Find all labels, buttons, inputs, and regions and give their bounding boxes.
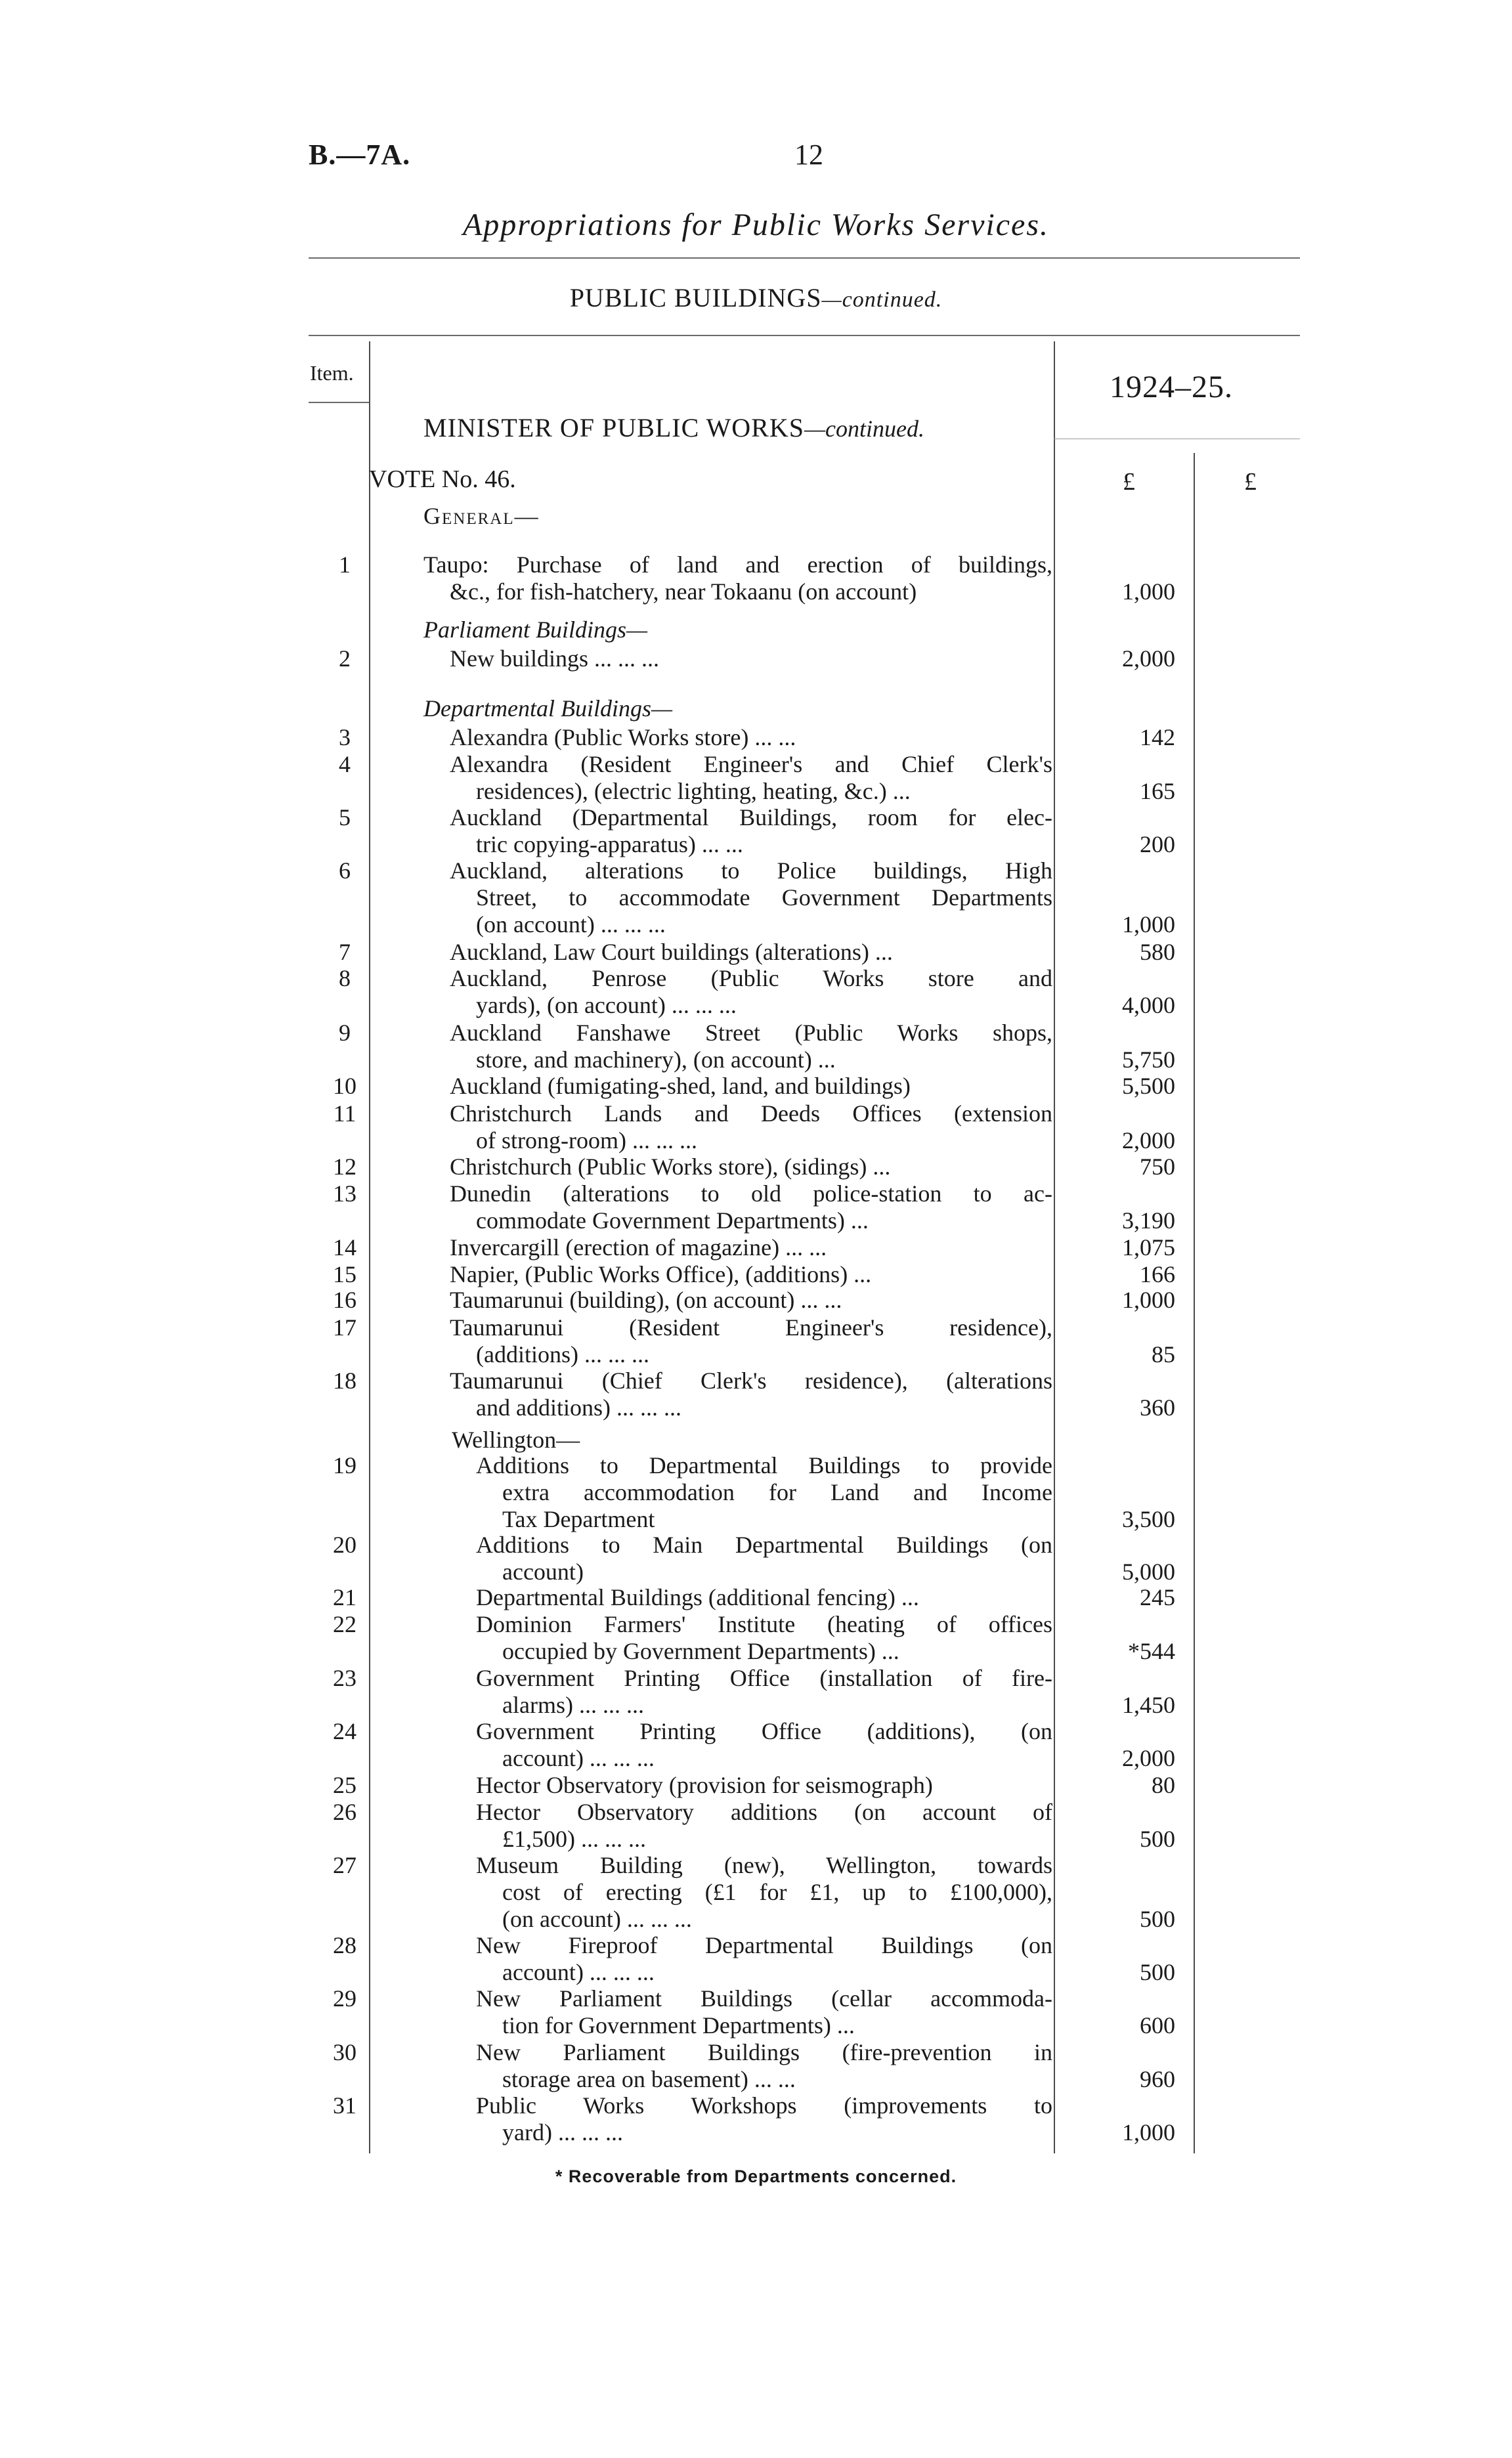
description-line: occupied by Government Departments) ... <box>502 1638 899 1664</box>
year-column-header: 1924–25. <box>1110 370 1233 404</box>
description-line: extra accommodation for Land and Income <box>502 1479 1052 1505</box>
item-amount: 80 <box>1152 1772 1175 1798</box>
item-amount: 500 <box>1140 1826 1175 1852</box>
description-line: Auckland, alterations to Police buildings, High <box>450 857 1052 884</box>
description-line: account) ... ... ... <box>502 1959 655 1985</box>
description-line: Hector Observatory (provision for seismograph) <box>476 1772 933 1798</box>
description-line: storage area on basement) ... ... <box>502 2066 796 2092</box>
description-line: residences), (electric lighting, heating, &c.) ... <box>476 778 911 804</box>
description-line: Auckland (fumigating-shed, land, and buildings) <box>450 1073 911 1099</box>
description-line: Government Printing Office (installation of fire- <box>476 1665 1052 1691</box>
item-amount: 500 <box>1140 1959 1175 1985</box>
description-line: Taumarunui (building), (on account) ... ... <box>450 1287 842 1313</box>
description-line: Napier, (Public Works Office), (additions) ... <box>450 1261 872 1287</box>
document-reference: B.—7A. <box>309 139 411 171</box>
item-amount: 360 <box>1140 1394 1175 1421</box>
description-line: Christchurch Lands and Deeds Offices (extension <box>450 1100 1052 1127</box>
total-column-rule <box>1194 453 1195 2153</box>
description-line: (on account) ... ... ... <box>502 1906 692 1932</box>
amount-column-rule <box>1054 341 1055 2153</box>
description-line: Tax Department <box>502 1506 655 1532</box>
description-line: Alexandra (Public Works store) ... ... <box>450 724 796 750</box>
item-amount: 5,750 <box>1122 1046 1175 1073</box>
description-line: Street, to accommodate Government Departments <box>476 884 1052 911</box>
description-line: Additions to Departmental Buildings to provide <box>476 1452 1052 1478</box>
item-amount: 600 <box>1140 2012 1175 2038</box>
description-line: New Parliament Buildings (cellar accommoda- <box>476 1985 1052 2012</box>
item-description <box>476 2039 1052 2093</box>
item-number: 23 <box>333 1665 356 1691</box>
item-description <box>450 645 1052 672</box>
item-description <box>476 1772 1052 1799</box>
item-amount: 1,000 <box>1122 2119 1175 2145</box>
item-description <box>476 2092 1052 2146</box>
item-description <box>476 1718 1052 1772</box>
item-description <box>450 939 1052 966</box>
minister-suffix: —continued. <box>804 416 924 442</box>
item-number: 26 <box>333 1799 356 1825</box>
item-number: 28 <box>333 1932 356 1958</box>
item-description <box>450 724 1052 751</box>
item-amount: 5,500 <box>1122 1073 1175 1099</box>
description-line: New buildings ... ... ... <box>450 645 659 672</box>
description-line: Hector Observatory additions (on account of <box>476 1799 1052 1825</box>
minister-name: MINISTER OF PUBLIC WORKS <box>423 413 804 442</box>
item-description <box>476 1452 1052 1533</box>
description-line: Taumarunui (Chief Clerk's residence), (alterations <box>450 1368 1052 1394</box>
footnote: * Recoverable from Departments concerned. <box>555 2167 957 2186</box>
item-description <box>450 857 1052 938</box>
item-description <box>476 1852 1052 1933</box>
item-number: 9 <box>339 1020 351 1046</box>
item-description <box>476 1584 1052 1611</box>
section-suffix: —continued. <box>821 288 943 312</box>
section-parliament-buildings: Parliament Buildings— <box>423 616 647 643</box>
item-description <box>450 1154 1052 1180</box>
description-line: Alexandra (Resident Engineer's and Chief Clerk's <box>450 751 1052 777</box>
description-line: Auckland (Departmental Buildings, room for elec- <box>450 804 1052 830</box>
item-amount: 500 <box>1140 1906 1175 1932</box>
description-line: Auckland Fanshawe Street (Public Works shops, <box>450 1020 1052 1046</box>
item-amount: 580 <box>1140 939 1175 965</box>
item-number: 13 <box>333 1180 356 1207</box>
item-column-header: Item. <box>310 361 354 385</box>
description-line: tric copying-apparatus) ... ... <box>476 831 743 857</box>
item-amount: 5,000 <box>1122 1559 1175 1585</box>
item-number: 17 <box>333 1314 356 1341</box>
item-amount: 165 <box>1140 778 1175 804</box>
section-general: General— <box>423 503 540 529</box>
item-amount: 166 <box>1140 1261 1175 1287</box>
item-amount: 1,450 <box>1122 1692 1175 1718</box>
description-line: Museum Building (new), Wellington, towards <box>476 1852 1052 1878</box>
item-amount: 2,000 <box>1122 1745 1175 1771</box>
description-line: alarms) ... ... ... <box>502 1692 644 1718</box>
vote-number: VOTE No. 46. <box>369 465 516 493</box>
item-description <box>476 1611 1052 1665</box>
item-number: 30 <box>333 2039 356 2065</box>
item-description <box>450 1314 1052 1368</box>
item-number: 27 <box>333 1852 356 1878</box>
section-wellington: Wellington— <box>452 1427 580 1453</box>
description-line: New Parliament Buildings (fire-prevention in <box>476 2039 1052 2065</box>
item-number: 6 <box>339 857 351 884</box>
description-line: Additions to Main Departmental Buildings (on <box>476 1532 1052 1558</box>
item-description <box>450 1100 1052 1154</box>
item-amount: 1,075 <box>1122 1234 1175 1261</box>
item-number: 20 <box>333 1532 356 1558</box>
item-number: 25 <box>333 1772 356 1798</box>
item-number: 11 <box>333 1100 356 1127</box>
item-description <box>476 1985 1052 2039</box>
description-line: Taumarunui (Resident Engineer's residence), <box>450 1314 1052 1341</box>
description-line: Taupo: Purchase of land and erection of buildings, <box>423 551 1052 578</box>
item-amount: *544 <box>1128 1638 1175 1664</box>
item-amount: 750 <box>1140 1154 1175 1180</box>
description-line: and additions) ... ... ... <box>476 1394 681 1421</box>
item-number: 10 <box>333 1073 356 1099</box>
minister-heading <box>423 412 924 443</box>
item-amount: 2,000 <box>1122 1127 1175 1154</box>
item-description <box>450 1234 1052 1261</box>
item-amount: 85 <box>1152 1341 1175 1368</box>
item-amount: 3,500 <box>1122 1506 1175 1532</box>
currency-symbol: £ <box>1123 468 1135 496</box>
description-line: &c., for fish-hatchery, near Tokaanu (on account) <box>450 578 917 605</box>
description-line: account) ... ... ... <box>502 1745 655 1771</box>
item-number: 12 <box>333 1154 356 1180</box>
item-description <box>450 1020 1052 1073</box>
item-description <box>423 551 1052 605</box>
page-number: 12 <box>794 139 823 171</box>
description-line: yard) ... ... ... <box>502 2119 623 2145</box>
item-amount: 245 <box>1140 1584 1175 1610</box>
item-amount: 2,000 <box>1122 645 1175 672</box>
item-description <box>476 1932 1052 1986</box>
description-line: Public Works Workshops (improvements to <box>476 2092 1052 2119</box>
item-number: 2 <box>339 645 351 672</box>
description-line: yards), (on account) ... ... ... <box>476 992 737 1018</box>
item-number: 19 <box>333 1452 356 1478</box>
table-top-rule <box>309 335 1300 336</box>
currency-symbol: £ <box>1244 468 1257 496</box>
item-description <box>476 1799 1052 1853</box>
description-line: store, and machinery), (on account) ... <box>476 1046 836 1073</box>
description-line: Christchurch (Public Works store), (sidings) ... <box>450 1154 891 1180</box>
description-line: Auckland, Penrose (Public Works store and <box>450 965 1052 991</box>
item-amount: 1,000 <box>1122 578 1175 605</box>
description-line: cost of erecting (£1 for £1, up to £100,000), <box>502 1879 1052 1905</box>
section-title <box>0 282 1512 313</box>
description-line: tion for Government Departments) ... <box>502 2012 855 2038</box>
description-line: New Fireproof Departmental Buildings (on <box>476 1932 1052 1958</box>
item-number: 7 <box>339 939 351 965</box>
item-number: 14 <box>333 1234 356 1261</box>
page-title: Appropriations for Public Works Services. <box>462 207 1050 242</box>
item-number: 16 <box>333 1287 356 1313</box>
item-description <box>450 804 1052 858</box>
item-number: 21 <box>333 1584 356 1610</box>
item-number: 24 <box>333 1718 356 1744</box>
item-number: 15 <box>333 1261 356 1287</box>
item-number: 22 <box>333 1611 356 1637</box>
section-departmental-buildings: Departmental Buildings— <box>423 695 672 722</box>
description-line: Government Printing Office (additions), (on <box>476 1718 1052 1744</box>
item-description <box>476 1532 1052 1585</box>
description-line: account) <box>502 1559 584 1585</box>
description-line: Invercargill (erection of magazine) ... ... <box>450 1234 827 1261</box>
description-line: Dunedin (alterations to old police-station to ac- <box>450 1180 1052 1207</box>
section-name: PUBLIC BUILDINGS <box>569 283 822 313</box>
description-line: (additions) ... ... ... <box>476 1341 649 1368</box>
title-rule <box>309 257 1300 259</box>
item-number: 3 <box>339 724 351 750</box>
item-description <box>450 1073 1052 1100</box>
item-description <box>450 965 1052 1019</box>
item-description <box>450 751 1052 805</box>
item-amount: 960 <box>1140 2066 1175 2092</box>
item-description <box>450 1287 1052 1314</box>
description-line: Auckland, Law Court buildings (alterations) ... <box>450 939 893 965</box>
item-description <box>476 1665 1052 1719</box>
item-number: 8 <box>339 965 351 991</box>
item-number: 29 <box>333 1985 356 2012</box>
description-line: Departmental Buildings (additional fencing) ... <box>476 1584 919 1610</box>
item-number: 1 <box>339 551 351 578</box>
item-description <box>450 1261 1052 1288</box>
item-amount: 1,000 <box>1122 911 1175 938</box>
item-amount: 1,000 <box>1122 1287 1175 1313</box>
item-amount: 200 <box>1140 831 1175 857</box>
item-amount: 142 <box>1140 724 1175 750</box>
description-line: (on account) ... ... ... <box>476 911 666 938</box>
description-line: Dominion Farmers' Institute (heating of offices <box>476 1611 1052 1637</box>
item-amount: 4,000 <box>1122 992 1175 1018</box>
item-number: 31 <box>333 2092 356 2119</box>
description-line: £1,500) ... ... ... <box>502 1826 646 1852</box>
item-number: 18 <box>333 1368 356 1394</box>
description-line: of strong-room) ... ... ... <box>476 1127 697 1154</box>
item-description <box>450 1368 1052 1421</box>
item-number: 4 <box>339 751 351 777</box>
item-description <box>450 1180 1052 1234</box>
item-amount: 3,190 <box>1122 1207 1175 1234</box>
description-line: commodate Government Departments) ... <box>476 1207 869 1234</box>
item-header-rule <box>309 402 369 403</box>
item-number: 5 <box>339 804 351 830</box>
